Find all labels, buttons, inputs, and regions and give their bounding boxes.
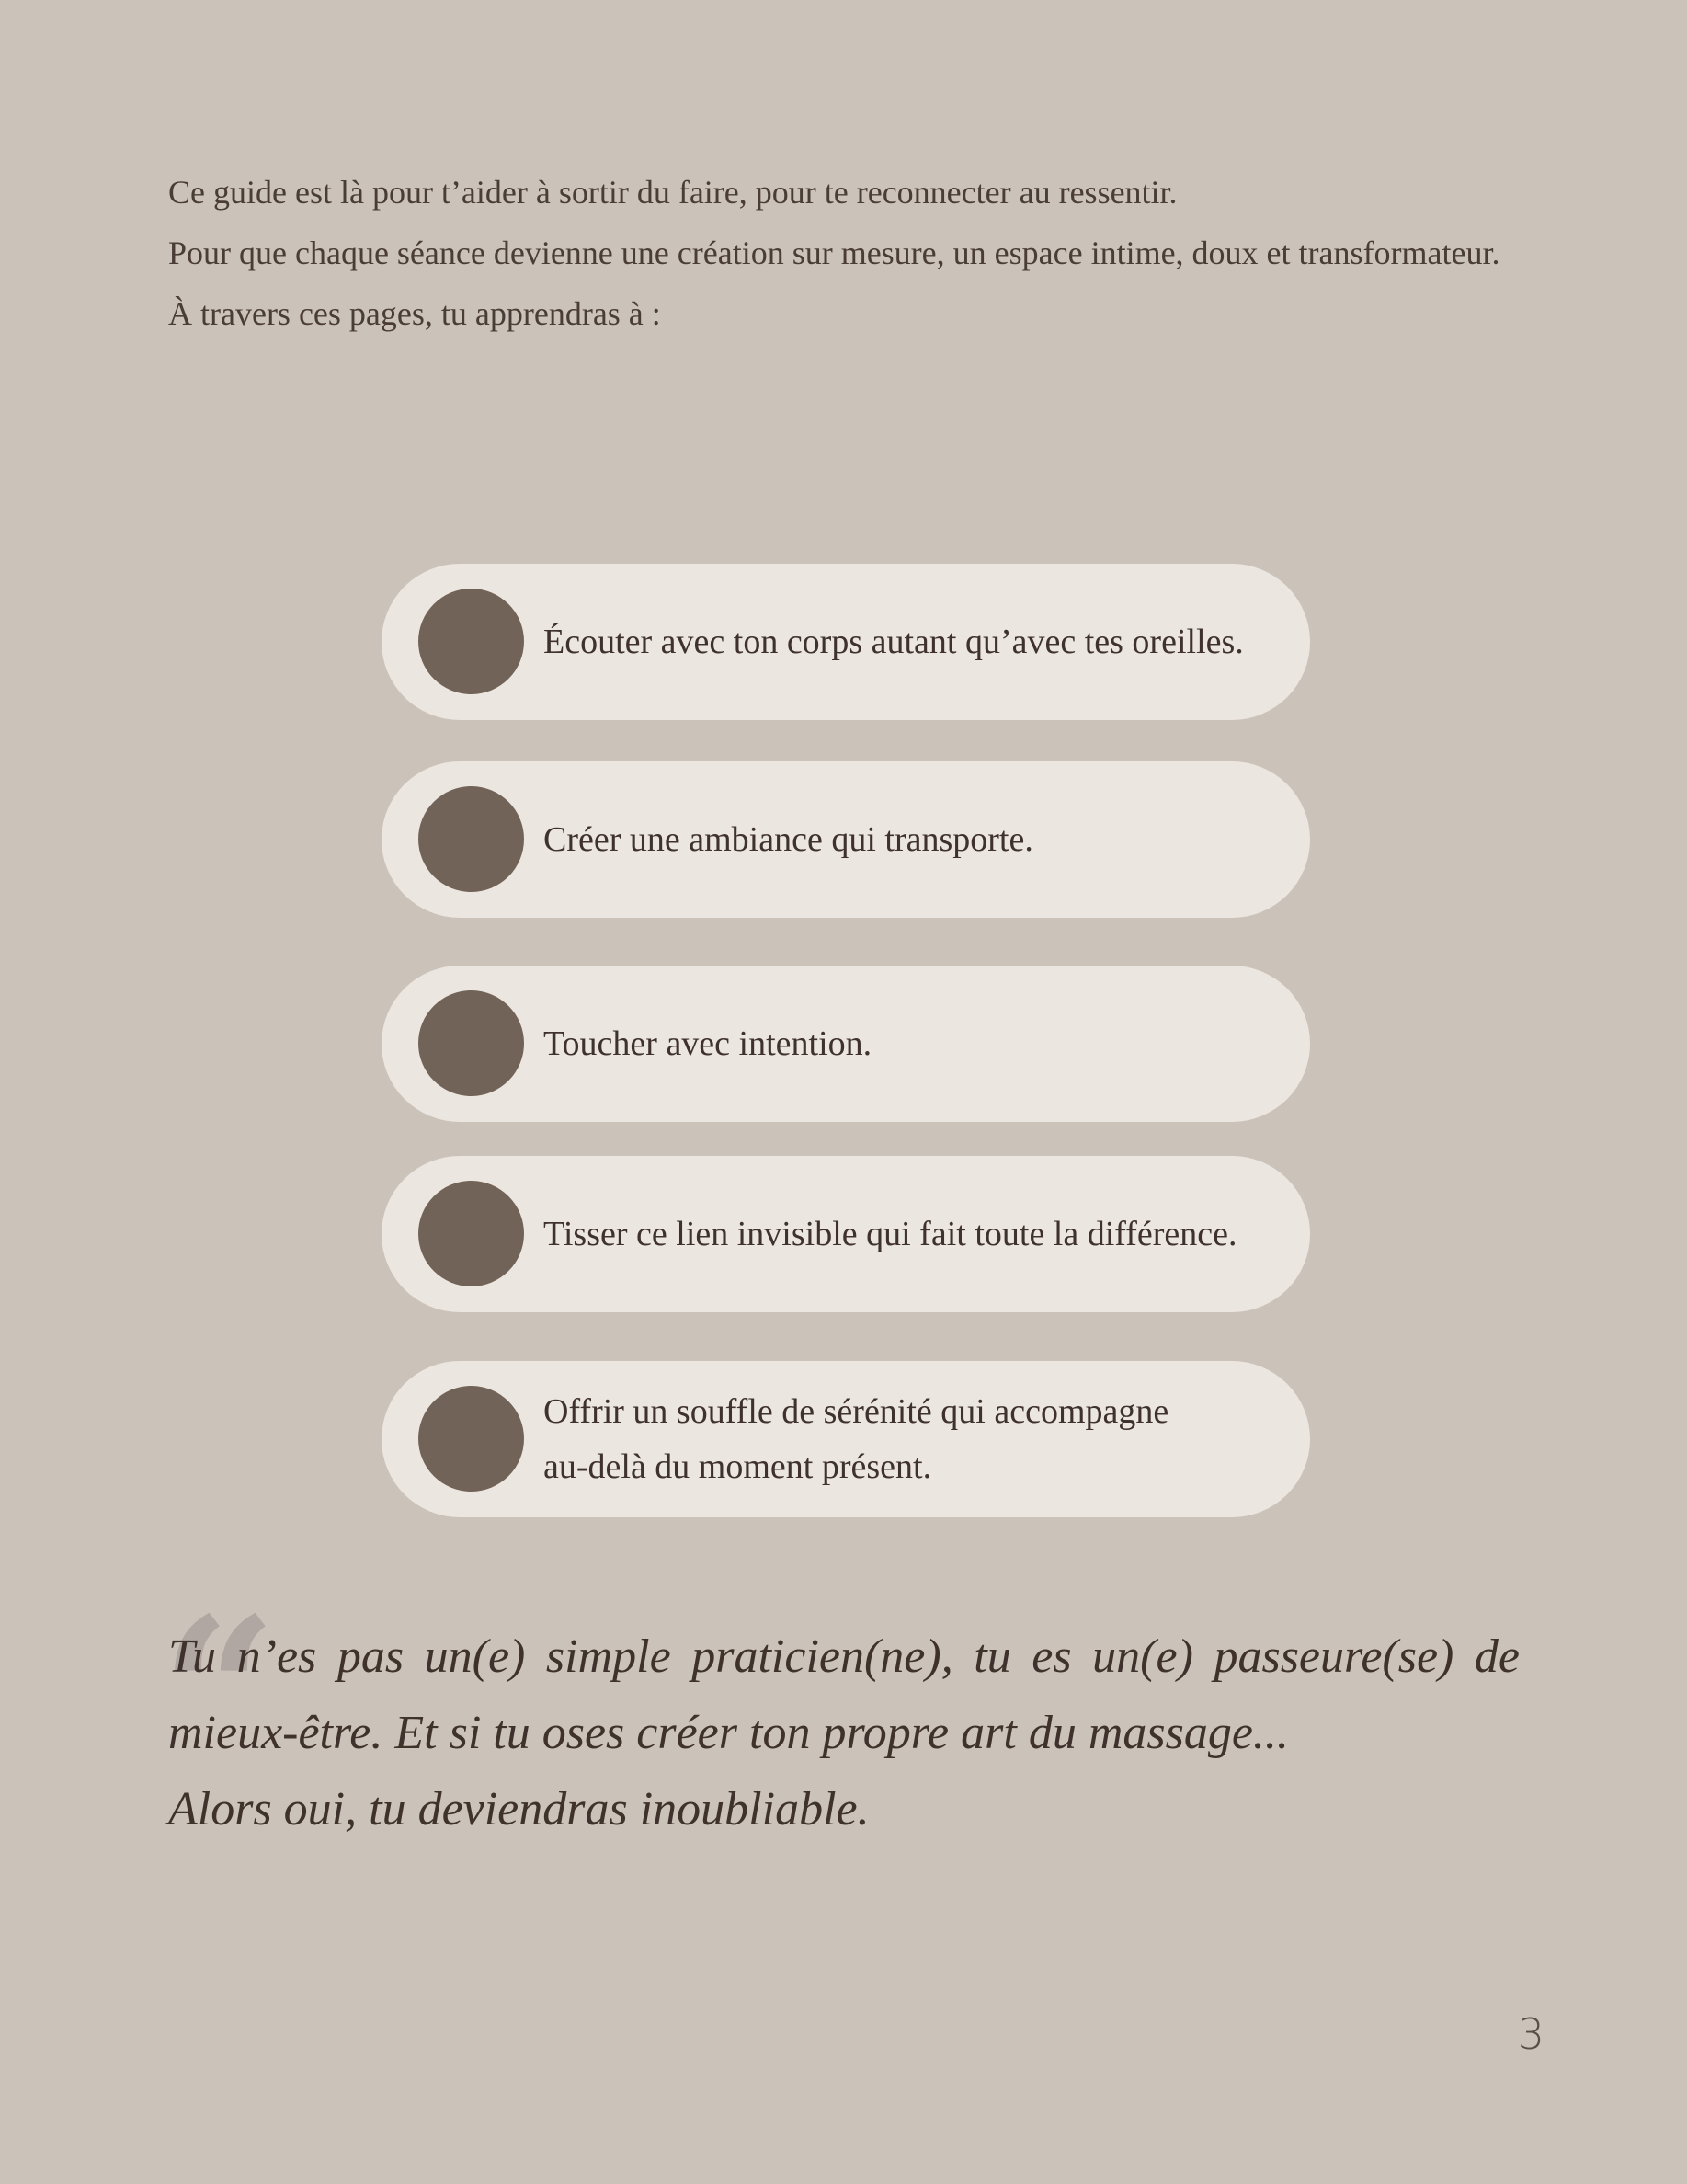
quote-part-1: Tu n’es pas un(e) simple praticien(ne), tu es un(e) passeure(se) de mieux-être. Et si tu oses créer ton propre art du massage...	[168, 1630, 1520, 1759]
page-number: 3	[1517, 2009, 1545, 2059]
list-item-serenity	[382, 1361, 1310, 1517]
list-item-label: Créer une ambiance qui transporte.	[543, 820, 1033, 859]
intro-line-2: Pour que chaque séance devienne une création sur mesure, un espace intime, doux et transformateur.	[168, 234, 1500, 271]
list-item-label: Toucher avec intention.	[543, 1024, 872, 1063]
list-item-bond	[382, 1156, 1310, 1312]
list-item-listen	[382, 564, 1310, 720]
intro-line-1: Ce guide est là pour t’aider à sortir du faire, pour te reconnecter au ressentir.	[168, 174, 1178, 211]
bullet-circle-icon	[418, 1386, 524, 1492]
list-item-touch	[382, 966, 1310, 1122]
list-item-label: Offrir un souffle de sérénité qui accompagne au-delà du moment présent.	[543, 1392, 1169, 1486]
quote-block	[161, 1572, 1520, 1847]
bullet-circle-icon	[418, 786, 524, 892]
quote-text	[168, 1618, 1520, 1847]
list-item-label: Tisser ce lien invisible qui fait toute la différence.	[543, 1215, 1237, 1253]
intro-text	[168, 162, 1520, 344]
intro-line-3: À travers ces pages, tu apprendras à :	[168, 295, 661, 332]
quote-mark-icon: “	[161, 1572, 278, 1811]
list-item-ambiance	[382, 761, 1310, 918]
bullet-circle-icon	[418, 990, 524, 1096]
list-item-label: Écouter avec ton corps autant qu’avec tes oreilles.	[543, 623, 1244, 661]
quote-part-2: Alors oui, tu deviendras inoubliable.	[168, 1783, 870, 1835]
bullet-circle-icon	[418, 589, 524, 694]
bullet-circle-icon	[418, 1181, 524, 1286]
